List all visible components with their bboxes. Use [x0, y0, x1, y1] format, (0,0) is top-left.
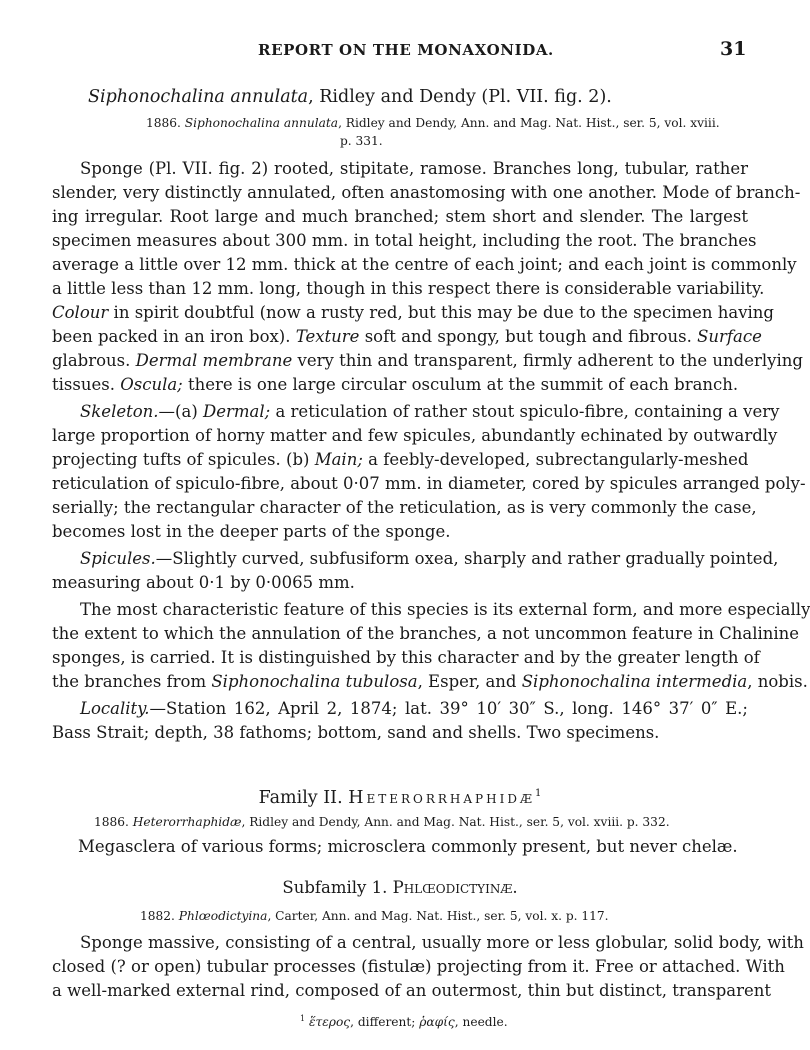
body-line: large proportion of horny matter and few spicules, abundantly echinated by outwardly	[52, 426, 778, 445]
body-line: Spicules.—Slightly curved, subfusiform oxea, sharply and rather gradually pointed,	[80, 549, 779, 568]
species-heading	[88, 85, 784, 109]
family-reference: 1886. Heterorrhaphidæ, Ridley and Dendy, Ann. and Mag. Nat. Hist., ser. 5, vol. xviii. p. 332.	[94, 815, 670, 829]
skeleton-label: Skeleton.	[80, 402, 159, 421]
body-line: ing irregular. Root large and much branched; stem short and slender. The largest	[52, 207, 748, 226]
body-line: Colour in spirit doubtful (now a rusty red, but this may be due to the specimen having	[52, 303, 774, 322]
texture-label: Texture	[295, 327, 360, 346]
body-line: projecting tufts of spicules. (b) Main; a feebly-developed, subrectangularly-meshed	[52, 450, 749, 469]
locality-label: Locality.	[80, 699, 150, 718]
body-line: becomes lost in the deeper parts of the sponge.	[52, 522, 451, 541]
body-line: a well-marked external rind, composed of an outermost, thin but distinct, transparent	[52, 981, 772, 1000]
running-head	[0, 38, 800, 68]
body-line: the extent to which the annulation of the branches, a not uncommon feature in Chalinine	[52, 624, 800, 643]
species-name: Siphonochalina annulata	[88, 87, 309, 107]
surface-label: Surface	[697, 327, 762, 346]
family-heading: Family II. Heterorrhaphidæ$^1$	[258, 787, 542, 808]
species-reference-page: p. 331.	[340, 134, 383, 148]
dermal-membrane-label: Dermal membrane	[135, 351, 293, 370]
body-line: reticulation of spiculo-fibre, about 0·07 mm. in diameter, cored by spicules arranged poly-	[52, 474, 806, 493]
body-line: serially; the rectangular character of the reticulation, as is very commonly the case,	[52, 498, 757, 517]
body-line: the branches from Siphonochalina tubulosa, Esper, and Siphonochalina intermedia, nobis.	[52, 672, 808, 691]
body-line: average a little over 12 mm. thick at the centre of each joint; and each joint is commonly	[52, 255, 797, 274]
page-number: 31	[720, 38, 747, 60]
running-title: REPORT ON THE MONAXONIDA.	[258, 41, 554, 59]
oscula-label: Oscula;	[120, 375, 183, 394]
subfamily-reference: 1882. Phlœodictyina, Carter, Ann. and Mag. Nat. Hist., ser. 5, vol. x. p. 117.	[140, 909, 609, 923]
spicules-label: Spicules.	[80, 549, 156, 568]
family-description: Megasclera of various forms; microsclera commonly present, but never chelæ.	[78, 837, 738, 856]
body-line: specimen measures about 300 mm. in total height, including the root. The branches	[52, 231, 757, 250]
body-line: Sponge (Pl. VII. fig. 2) rooted, stipitate, ramose. Branches long, tubular, rather	[80, 159, 748, 178]
body-line: Skeleton.—(a) Dermal; a reticulation of rather stout spiculo-fibre, containing a very	[80, 402, 780, 421]
body-line: The most characteristic feature of this species is its external form, and more especially	[80, 600, 810, 619]
body-line: a little less than 12 mm. long, though in this respect there is considerable variability.	[52, 279, 765, 298]
species-reference: 1886. Siphonochalina annulata, Ridley and Dendy, Ann. and Mag. Nat. Hist., ser. 5, vol. xviii.	[146, 116, 720, 130]
colour-label: Colour	[52, 303, 109, 322]
body-line: glabrous. Dermal membrane very thin and transparent, firmly adherent to the underlying	[52, 351, 803, 370]
subfamily-name: Phlœodictyinæ.	[392, 878, 518, 897]
body-line: been packed in an iron box). Texture soft and spongy, but tough and fibrous. Surface	[52, 327, 762, 346]
body-line: Bass Strait; depth, 38 fathoms; bottom, sand and shells. Two specimens.	[52, 723, 660, 742]
body-line: measuring about 0·1 by 0·0065 mm.	[52, 573, 355, 592]
body-line: sponges, is carried. It is distinguished by this character and by the greater length of	[52, 648, 760, 667]
body-line: tissues. Oscula; there is one large circular osculum at the summit of each branch.	[52, 375, 739, 394]
body-line: closed (? or open) tubular processes (fistulæ) projecting from it. Free or attached. With	[52, 957, 785, 976]
footnote-mark: 1	[534, 788, 542, 799]
family-name: Heterorrhaphidæ	[348, 787, 535, 808]
body-line: slender, very distinctly annulated, often anastomosing with one another. Mode of branch-	[52, 183, 801, 202]
body-line: Locality.—Station 162, April 2, 1874; lat. 39° 10′ 30″ S., long. 146° 37′ 0″ E.;	[80, 699, 748, 718]
subfamily-heading: Subfamily 1. Phlœodictyinæ.	[282, 878, 518, 897]
footnote: $^1$ ἕτερος, different; ῥαφίς, needle.	[300, 1014, 508, 1030]
body-line: Sponge massive, consisting of a central, usually more or less globular, solid body, with	[80, 933, 804, 952]
species-authority: , Ridley and Dendy (Pl. VII. fig. 2).	[308, 87, 612, 107]
